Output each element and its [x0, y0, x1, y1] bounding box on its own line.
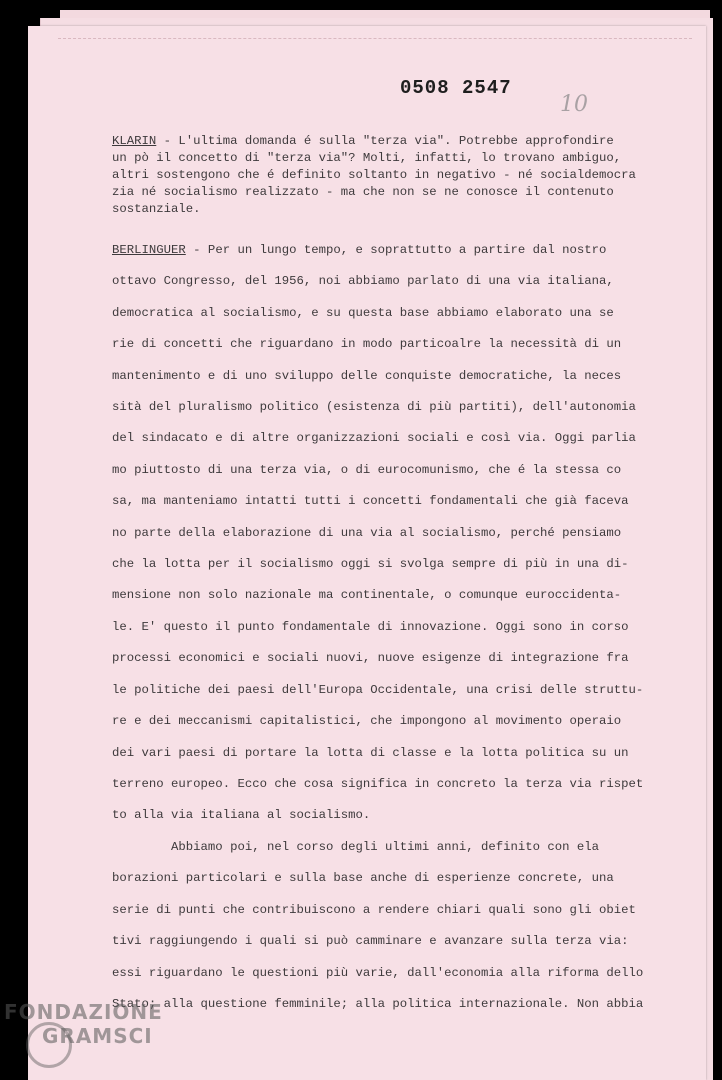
answer-line: borazioni particolari e sulla base anche di esperienze concrete, una [112, 871, 614, 886]
answer-line: tivi raggiungendo i quali si può camminare e avanzare sulla terza via: [112, 934, 629, 949]
question-line: zia né socialismo realizzato - ma che non se ne conosce il contenuto [112, 185, 614, 199]
answer-line: Abbiamo poi, nel corso degli ultimi anni, definito con ela [112, 840, 600, 854]
answer-line: mantenimento e di uno sviluppo delle conquiste democratiche, la neces [112, 368, 622, 383]
answer-line: to alla via italiana al socialismo. [112, 808, 371, 823]
answer-line: del sindacato e di altre organizzazioni sociali e così via. Oggi parlia [112, 431, 636, 446]
watermark [4, 1000, 163, 1048]
page-fold-line [58, 38, 692, 39]
question-line: altri sostengono che é definito soltanto in negativo - né socialdemocra [112, 168, 636, 182]
answer-line: le politiche dei paesi dell'Europa Occidentale, una crisi delle struttu- [112, 682, 644, 697]
answer-line: essi riguardano le questioni più varie, dall'economia alla riforma dello [112, 965, 644, 980]
answer-line: - Per un lungo tempo, e soprattutto a partire dal nostro [185, 243, 607, 257]
answer-line: terreno europeo. Ecco che cosa significa in concreto la terza via rispet [112, 776, 644, 791]
speaker-klarin: KLARIN [112, 134, 157, 148]
answer-line: mo piuttosto di una terza via, o di eurocomunismo, che é la stessa co [112, 462, 622, 477]
speaker-berlinguer: BERLINGUER [112, 243, 186, 257]
answer-line: democratica al socialismo, e su questa base abbiamo elaborato una se [112, 305, 614, 320]
question-line: - L'ultima domanda é sulla "terza via". Potrebbe approfondire [156, 134, 614, 148]
answer-line: serie di punti che contribuiscono a rendere chiari quali sono gli obiet [112, 902, 636, 917]
answer-line: Stato; alla questione femminile; alla politica internazionale. Non abbia [112, 997, 644, 1012]
answer-line: rie di concetti che riguardano in modo particoalre la necessità di un [112, 337, 622, 352]
watermark-line: GRAMSCI [42, 1024, 153, 1048]
answer-line: mensione non solo nazionale ma continentale, o comunque euroccidenta- [112, 588, 622, 603]
question-paragraph [112, 133, 636, 218]
question-line: un pò il concetto di "terza via"? Molti, infatti, lo trovano ambiguo, [112, 151, 622, 165]
answer-line: le. E' questo il punto fondamentale di innovazione. Oggi sono in corso [112, 619, 629, 634]
watermark-line: FONDAZIONE [4, 1000, 163, 1024]
answer-line: processi economici e sociali nuovi, nuove esigenze di integrazione fra [112, 651, 629, 666]
answer-line: ottavo Congresso, del 1956, noi abbiamo parlato di una via italiana, [112, 274, 614, 289]
answer-paragraph-2 [112, 832, 642, 1020]
answer-paragraph [112, 235, 642, 832]
document-number: 0508 2547 [400, 77, 512, 99]
answer-line: che la lotta per il socialismo oggi si svolga sempre di più in una di- [112, 557, 629, 572]
page-number: 10 [560, 92, 588, 117]
question-line: sostanziale. [112, 202, 201, 216]
answer-line: sa, ma manteniamo intatti tutti i concetti fondamentali che già faceva [112, 494, 629, 509]
answer-line: dei vari paesi di portare la lotta di classe e la lotta politica su un [112, 745, 629, 760]
answer-line: re e dei meccanismi capitalistici, che impongono al movimento operaio [112, 714, 622, 729]
answer-line: no parte della elaborazione di una via al socialismo, perché pensiamo [112, 525, 622, 540]
answer-line: sità del pluralismo politico (esistenza di più partiti), dell'autonomia [112, 400, 636, 415]
